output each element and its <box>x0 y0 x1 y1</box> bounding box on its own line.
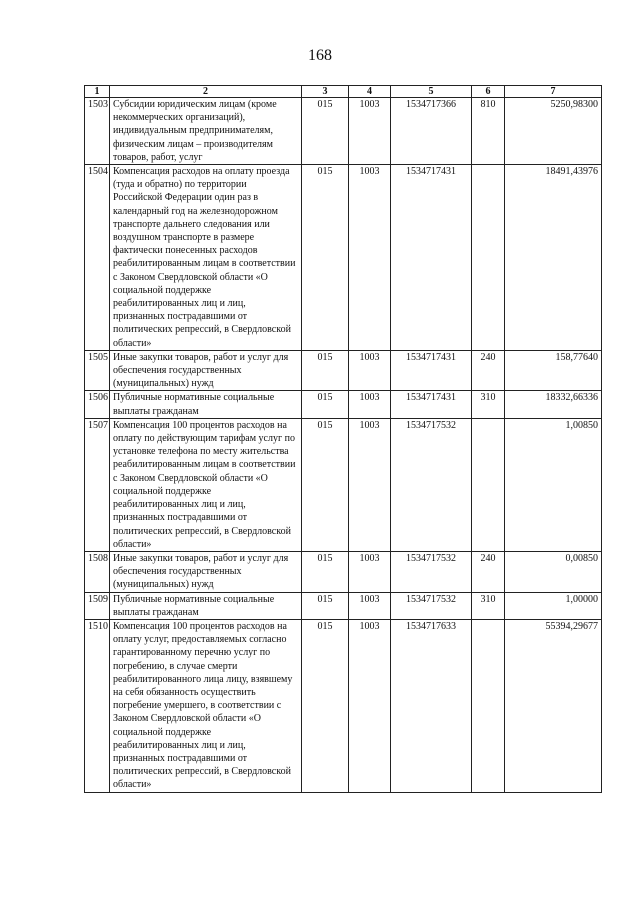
row-name: Публичные нормативные социальные выплаты гражданам <box>110 391 302 418</box>
row-number: 1503 <box>85 98 110 165</box>
row-name: Компенсация 100 процентов расходов на оплату по действующим тарифам услуг по установке телефона по месту жительства реабилитированным лицам в соответствии с Законом Свердловской области «О социальной поддержке реабилитированных лиц и лиц, признанных пострадавшими от политических репрессий, в Свердловской области» <box>110 418 302 551</box>
row-section-code: 1003 <box>349 551 391 592</box>
row-amount: 55394,29677 <box>505 619 602 792</box>
row-expense-type: 240 <box>472 551 505 592</box>
row-ved-code: 015 <box>302 350 349 391</box>
row-section-code: 1003 <box>349 619 391 792</box>
row-target-code: 1534717431 <box>391 165 472 351</box>
row-ved-code: 015 <box>302 391 349 418</box>
row-expense-type: 810 <box>472 98 505 165</box>
row-expense-type: 310 <box>472 391 505 418</box>
table-row <box>85 418 602 551</box>
row-name: Компенсация расходов на оплату проезда (туда и обратно) по территории Российской Федерации один раз в календарный год на железнодорожном транспорте дальнего следования или воздушном транспорте в размере фактически понесенных расходов реабилитированным лицам в соответствии с Законом Свердловской области «О социальной поддержке реабилитированных лиц и лиц, признанных пострадавшими от политических репрессий, в Свердловской области» <box>110 165 302 351</box>
row-expense-type <box>472 165 505 351</box>
row-expense-type <box>472 418 505 551</box>
column-header: 5 <box>391 86 472 98</box>
row-amount: 0,00850 <box>505 551 602 592</box>
table-row <box>85 551 602 592</box>
row-section-code: 1003 <box>349 418 391 551</box>
row-amount: 5250,98300 <box>505 98 602 165</box>
table-row <box>85 165 602 351</box>
row-ved-code: 015 <box>302 592 349 619</box>
row-section-code: 1003 <box>349 350 391 391</box>
row-target-code: 1534717633 <box>391 619 472 792</box>
row-amount: 18332,66336 <box>505 391 602 418</box>
page-number: 168 <box>308 47 332 64</box>
column-header: 6 <box>472 86 505 98</box>
row-name: Компенсация 100 процентов расходов на оплату услуг, предоставляемых согласно гарантированному перечню услуг по погребению, в случае смерти реабилитированного лица лицу, взявшему на себя обязанность осуществить погребение умершего, в соответствии с Законом Свердловской области «О социальной поддержке реабилитированных лиц и лиц, признанных пострадавшими от политических репрессий, в Свердловской области» <box>110 619 302 792</box>
row-amount: 1,00850 <box>505 418 602 551</box>
row-ved-code: 015 <box>302 619 349 792</box>
row-name: Субсидии юридическим лицам (кроме некоммерческих организаций), индивидуальным предпринимателям, физическим лицам – производителям товаров, работ, услуг <box>110 98 302 165</box>
row-section-code: 1003 <box>349 98 391 165</box>
row-target-code: 1534717532 <box>391 418 472 551</box>
row-amount: 18491,43976 <box>505 165 602 351</box>
row-number: 1507 <box>85 418 110 551</box>
column-header: 7 <box>505 86 602 98</box>
row-name: Иные закупки товаров, работ и услуг для обеспечения государственных (муниципальных) нужд <box>110 350 302 391</box>
row-ved-code: 015 <box>302 551 349 592</box>
row-section-code: 1003 <box>349 391 391 418</box>
row-target-code: 1534717366 <box>391 98 472 165</box>
row-section-code: 1003 <box>349 592 391 619</box>
row-ved-code: 015 <box>302 418 349 551</box>
column-header: 3 <box>302 86 349 98</box>
row-number: 1508 <box>85 551 110 592</box>
row-target-code: 1534717532 <box>391 551 472 592</box>
table-row <box>85 619 602 792</box>
row-section-code: 1003 <box>349 165 391 351</box>
row-ved-code: 015 <box>302 98 349 165</box>
row-name: Иные закупки товаров, работ и услуг для обеспечения государственных (муниципальных) нужд <box>110 551 302 592</box>
table-row <box>85 98 602 165</box>
column-header: 4 <box>349 86 391 98</box>
row-number: 1506 <box>85 391 110 418</box>
budget-table <box>84 85 602 793</box>
row-amount: 158,77640 <box>505 350 602 391</box>
row-target-code: 1534717431 <box>391 350 472 391</box>
row-number: 1505 <box>85 350 110 391</box>
row-expense-type: 240 <box>472 350 505 391</box>
column-header: 1 <box>85 86 110 98</box>
table-row <box>85 592 602 619</box>
row-target-code: 1534717532 <box>391 592 472 619</box>
row-number: 1510 <box>85 619 110 792</box>
row-expense-type <box>472 619 505 792</box>
table-row <box>85 391 602 418</box>
row-amount: 1,00000 <box>505 592 602 619</box>
row-number: 1504 <box>85 165 110 351</box>
column-header: 2 <box>110 86 302 98</box>
row-name: Публичные нормативные социальные выплаты гражданам <box>110 592 302 619</box>
row-target-code: 1534717431 <box>391 391 472 418</box>
row-expense-type: 310 <box>472 592 505 619</box>
header-row <box>85 86 602 98</box>
table-row <box>85 350 602 391</box>
row-ved-code: 015 <box>302 165 349 351</box>
row-number: 1509 <box>85 592 110 619</box>
